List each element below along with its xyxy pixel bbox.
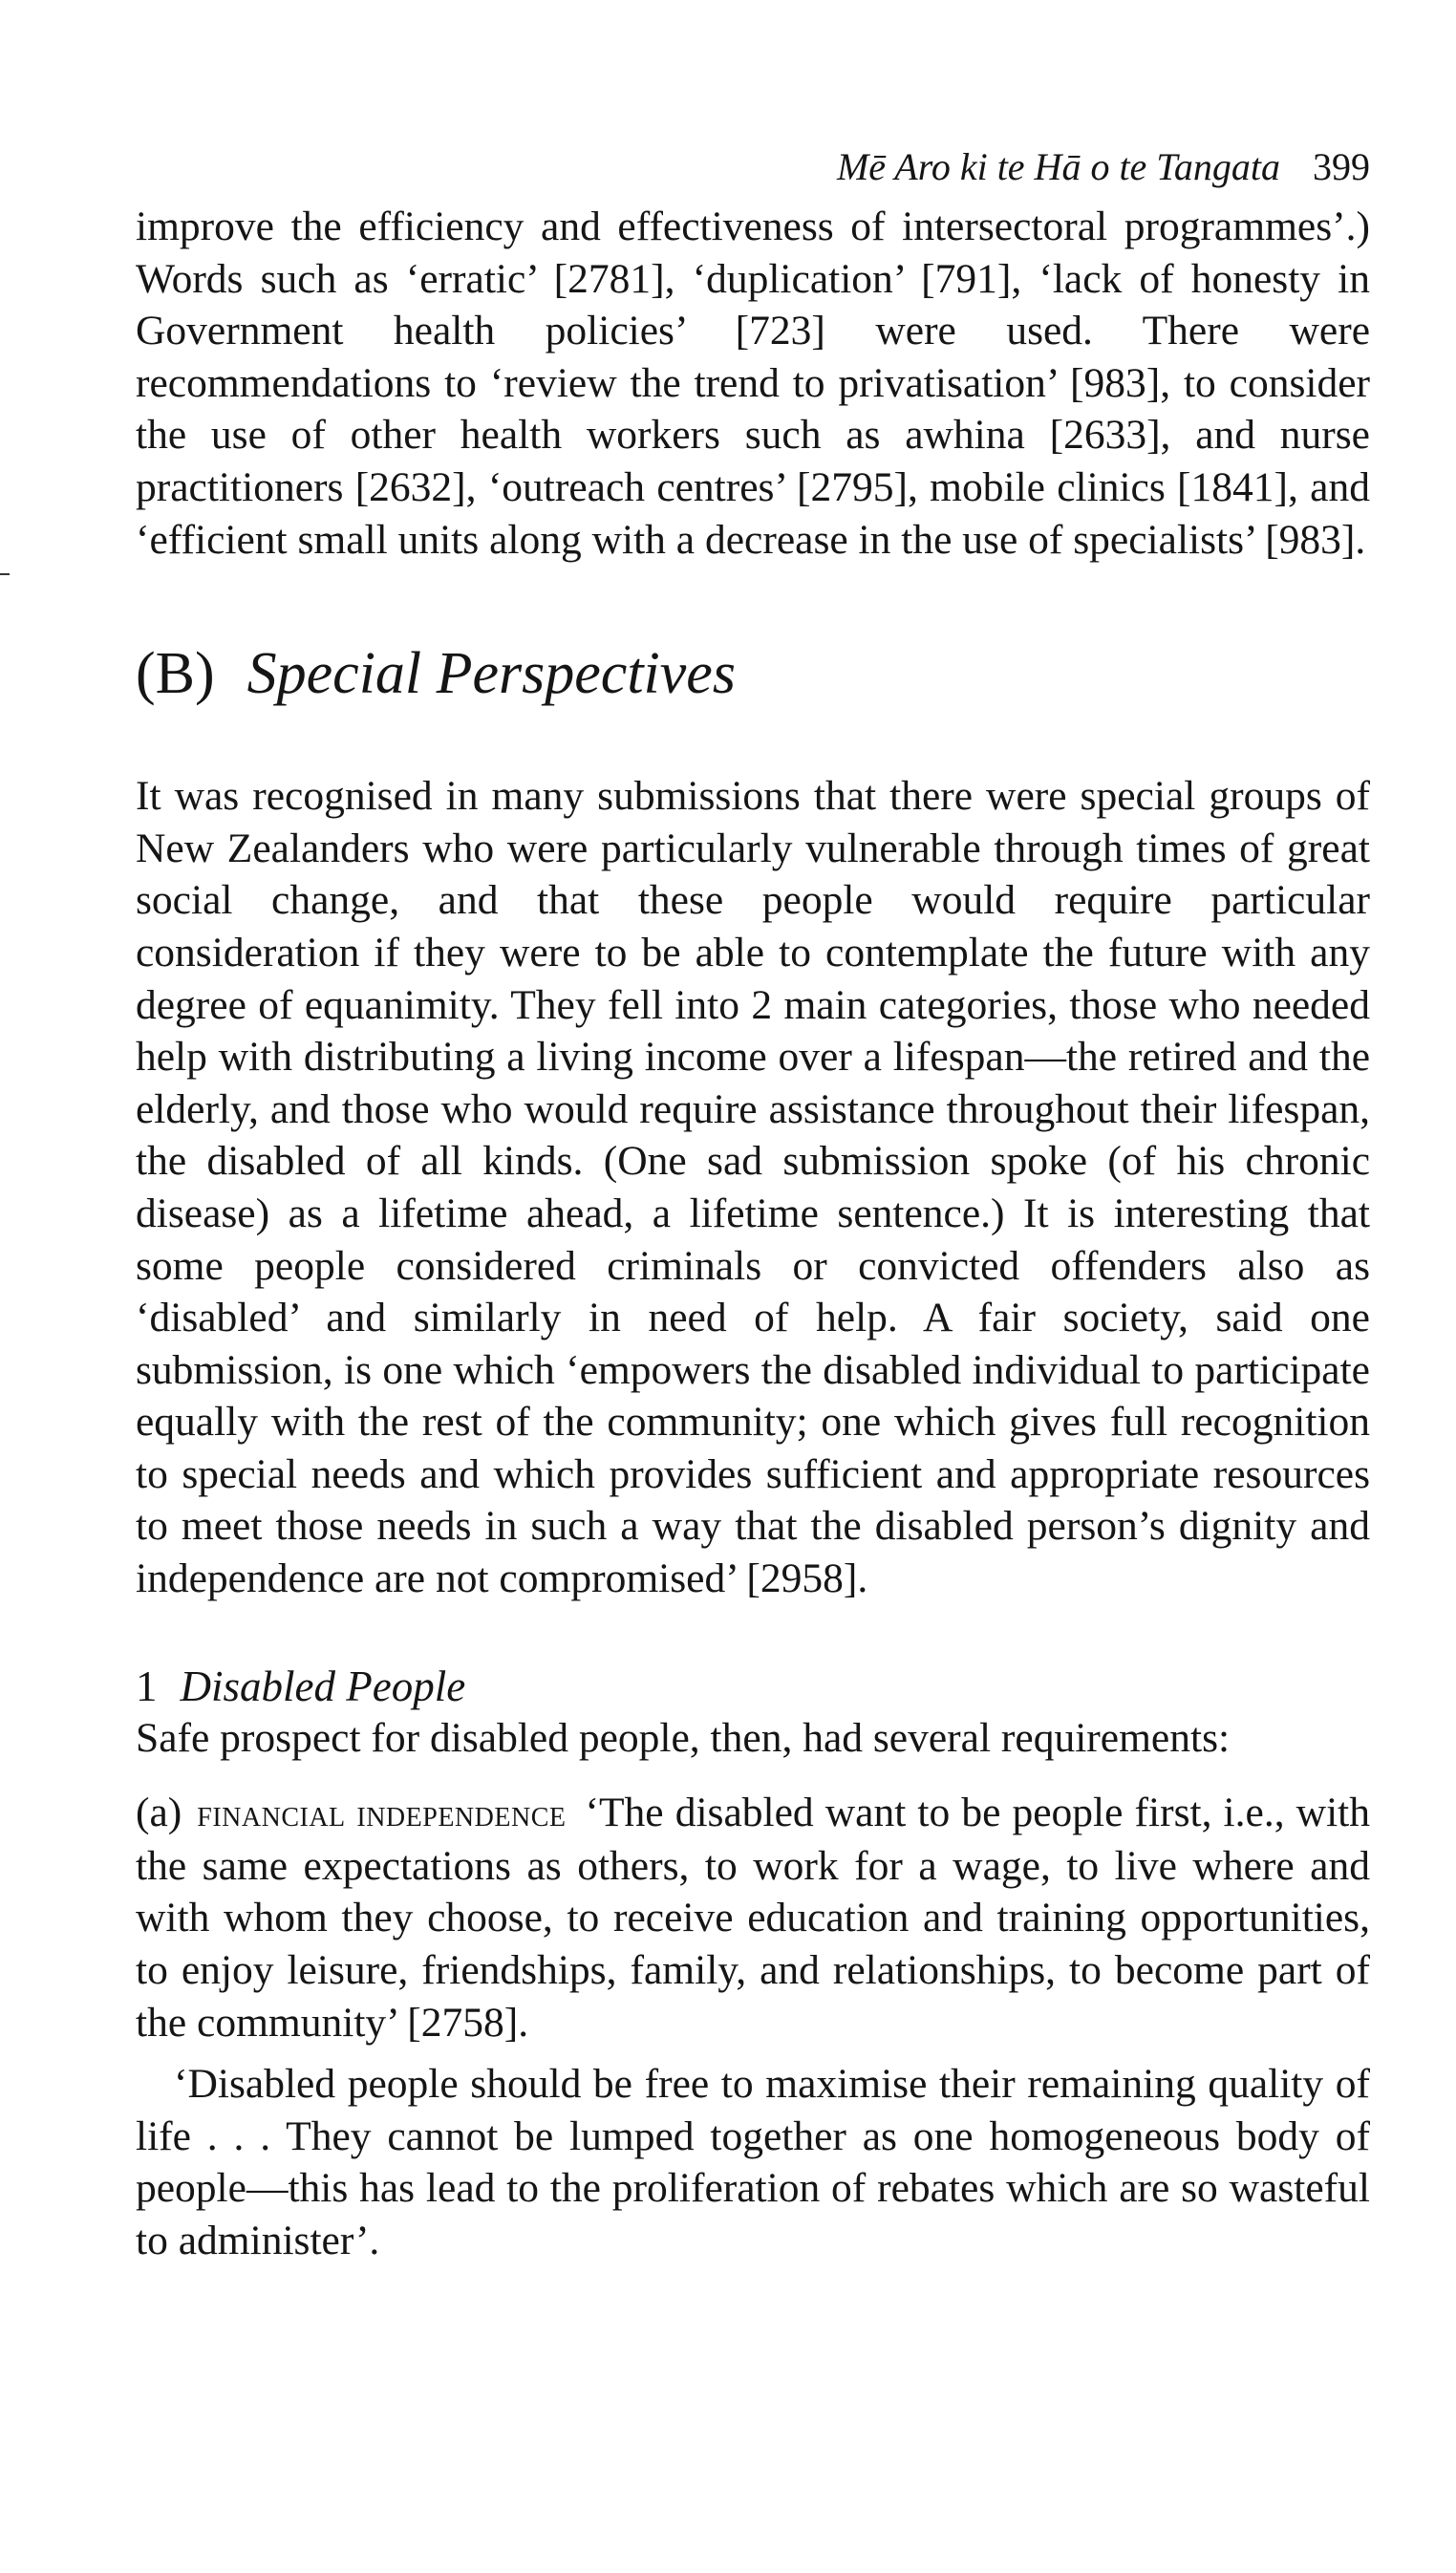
document-page: [136, 143, 1370, 2267]
running-head: [136, 143, 1370, 193]
item-a-heading: financial independence: [197, 1791, 567, 1835]
item-a-text: ‘The disabled want to be people first, i.e., with the same expectations as others, to work for a wage, to live where and with whom they choose, to receive education and training opportunities, to enjoy leisure, friendships, family, and relationships, to become part of the community’ [2758].: [136, 1790, 1371, 2046]
special-perspectives-paragraph: It was recognised in many submissions that there were special groups of New Zealanders who were particularly vulnerable through times of great social change, and that these people would require particular consideration if they were to be able to contemplate the future with any degree of equanimity. They fell into 2 main categories, those who needed help with distributing a living income over a lifespan—the retired and the elderly, and those who would require assistance throughout their lifespan, the disabled of all kinds. (One sad submission spoke (of his chronic disease) as a lifetime ahead, a lifetime sentence.) It is interesting that some people considered criminals or convicted offenders also as ‘disabled’ and similarly in need of help. A fair society, said one submission, is one which ‘empowers the disabled individual to participate equally with the rest of the community; one which gives full recognition to special needs and which provides sufficient and appropriate resources to meet those needs in such a way that the disabled person’s dignity and independence are not compromised’ [2958].: [136, 773, 1370, 1602]
page-number: 399: [1313, 145, 1370, 188]
item-a-paragraph: [136, 1787, 1370, 2048]
running-head-title: Mē Aro ki te Hā o te Tangata: [836, 145, 1280, 188]
margin-mark: [0, 573, 10, 575]
section-heading-b: [136, 640, 1370, 707]
disabled-intro-paragraph: Safe prospect for disabled people, then, had several requirements:: [136, 1714, 1231, 1761]
subsection-title: Disabled People: [180, 1662, 466, 1710]
subsection-number: 1: [136, 1662, 158, 1710]
item-a-label: (a): [136, 1790, 182, 1836]
section-label: (B): [136, 641, 215, 707]
section-title: Special Perspectives: [246, 641, 736, 707]
quote-followup-paragraph: ‘Disabled people should be free to maximise their remaining quality of life . . . They cannot be lumped together as one homogeneous body of people—this has lead to the proliferation of rebates which are so wasteful to administer’.: [136, 2061, 1370, 2263]
opening-paragraph: improve the efficiency and effectiveness of intersectoral programmes’.) Words such as ‘erratic’ [2781], ‘duplication’ [791], ‘lack of honesty in Government health policies’ [723] were used. There were recommendations to ‘review the trend to privatisation’ [983], to consider the use of other health workers such as awhina [2633], and nurse practitioners [2632], ‘outreach centres’ [2795], mobile clinics [1841], and ‘efficient small units along with a decrease in the use of specialists’ [983].: [136, 204, 1370, 563]
subsection-heading-1: [136, 1661, 1370, 1712]
